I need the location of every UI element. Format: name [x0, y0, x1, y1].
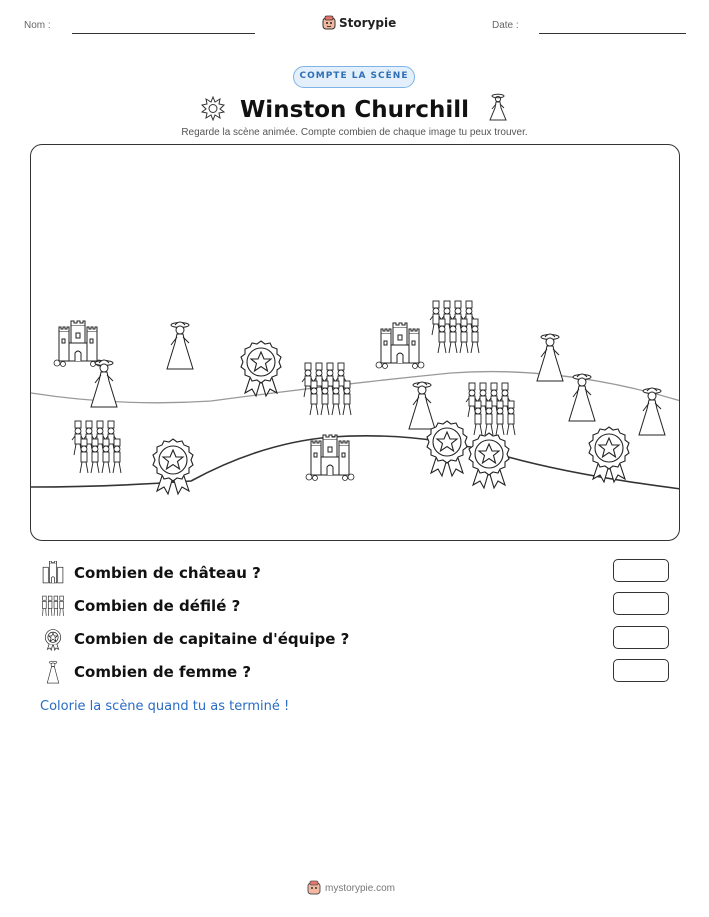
- footer-site: [307, 880, 395, 896]
- storypie-mascot-icon: [307, 880, 321, 896]
- captain-badge-icon: [40, 627, 66, 651]
- brand-logo: [322, 13, 396, 33]
- question-captain: [40, 626, 349, 652]
- question-woman-label: Combien de femme ?: [74, 663, 252, 681]
- castle-icon: [40, 561, 66, 585]
- brand-name: Storypie: [339, 16, 397, 30]
- woman-3: [537, 334, 563, 381]
- question-castle-label: Combien de château ?: [74, 564, 261, 582]
- storypie-mascot-icon: [322, 15, 336, 31]
- title-text: Winston Churchill: [239, 97, 470, 123]
- castle-2: [376, 323, 424, 369]
- parade-icon: [40, 594, 66, 618]
- question-parade-label: Combien de défilé ?: [74, 597, 241, 615]
- date-label: Date :: [492, 20, 519, 31]
- captain-badge-5: [589, 427, 629, 482]
- site-url[interactable]: mystorypie.com: [325, 882, 396, 894]
- parade-1: [430, 301, 479, 353]
- woman-1: [167, 322, 193, 369]
- question-parade: [40, 593, 240, 619]
- woman-2: [91, 360, 117, 407]
- woman-4: [409, 382, 435, 429]
- captain-badge-3: [427, 421, 467, 476]
- captain-badge-1: [241, 341, 281, 396]
- answer-box-woman[interactable]: [613, 659, 669, 682]
- scene-frame: [30, 144, 680, 541]
- question-captain-label: Combien de capitaine d'équipe ?: [74, 630, 350, 648]
- instructions: Regarde la scène animée. Compte combien de chaque image tu peux trouver.: [181, 127, 528, 138]
- scene-illustration: [31, 145, 680, 541]
- sun-badge-icon: [200, 95, 226, 121]
- name-label: Nom :: [24, 20, 51, 31]
- castle-1: [54, 321, 102, 367]
- question-castle: [40, 560, 261, 586]
- captain-badge-2: [153, 439, 193, 494]
- captain-badge-4: [469, 433, 509, 488]
- date-line[interactable]: [539, 33, 686, 34]
- count-scene-badge: COMPTE LA SCÈNE: [293, 66, 415, 88]
- answer-box-captain[interactable]: [613, 626, 669, 649]
- woman-icon: [487, 92, 509, 122]
- answer-box-parade[interactable]: [613, 592, 669, 615]
- woman-icon: [40, 660, 66, 684]
- parade-3: [466, 383, 515, 435]
- name-line[interactable]: [72, 33, 255, 34]
- question-woman: [40, 659, 251, 685]
- coloring-note: Colorie la scène quand tu as terminé !: [40, 699, 290, 714]
- page-title: [0, 92, 709, 123]
- woman-5: [569, 374, 595, 421]
- parade-4: [72, 421, 121, 473]
- castle-3: [306, 435, 354, 481]
- answer-box-castle[interactable]: [613, 559, 669, 582]
